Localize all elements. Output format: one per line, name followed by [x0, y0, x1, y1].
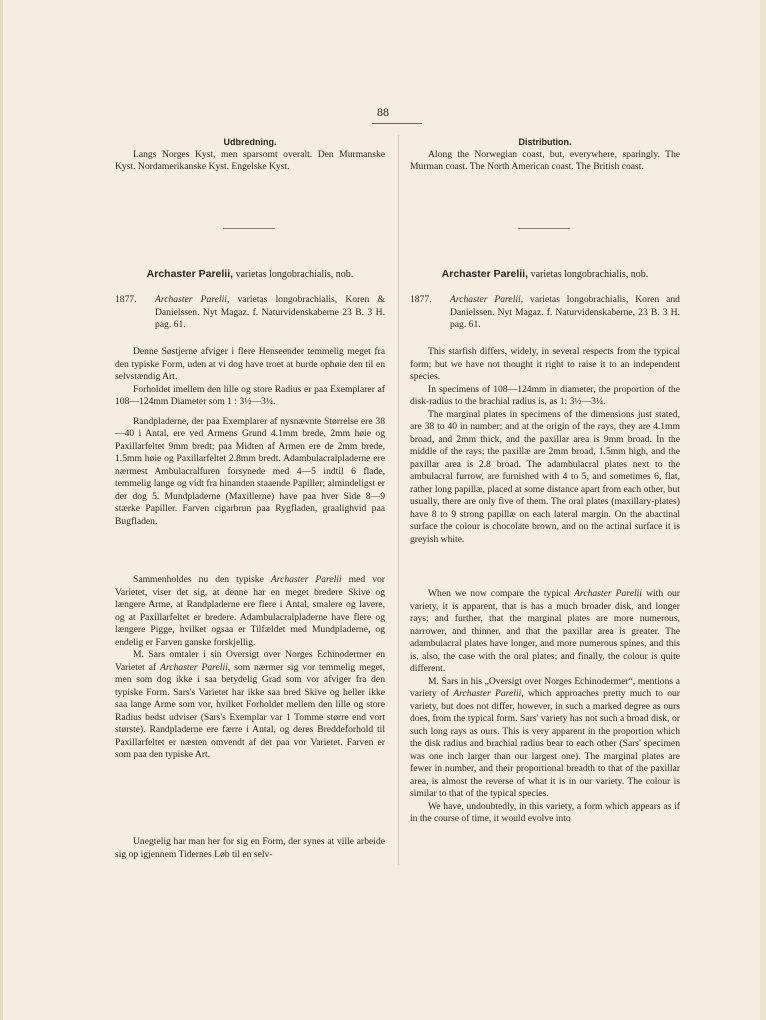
paragraph-text: med vor Varietet, viser det sig, at denne har en meget bredere Skive og længere Arme, at Randpladerne ere flere i Antal, smalere og lavere, og at Paxillarfeltet er bredere. Adambulacralpladerne have flere og længere Pigge, hvilket ogsaa er Tilfældet med Mundpladerne, og endelig er Farven ganske forskjellig. — [115, 574, 385, 648]
description — [410, 346, 680, 546]
reference — [115, 294, 385, 332]
paragraph-text: som nærmer sig vor temmelig meget, men som dog ikke i saa betydelig Grad som vor afviger fra den typiske Form. Sars's Varietet har ikke saa bred Skive og heller ikke saa lange Arme som vor, hvilket Forholdet mellem den lille og store Radius bedst udviser (Sars's Exemplar var 1 Tomme større end vort største). Randpladerne ere færre i Antal, og deres Breddeforhold til Paxillarfeltet er næsten omvendt af det paa vor Varietet. Farven er som paa den typiske Art. — [115, 661, 385, 760]
paragraph-text: Sammenholdes nu den typiske — [133, 574, 264, 585]
distribution-section — [410, 136, 680, 174]
distribution-text: Langs Norges Kyst, men sparsomt overalt. Den Murmanske Kyst. Nordamerikanske Kyst. Engelske Kyst. — [115, 148, 385, 172]
species-heading — [115, 268, 385, 282]
paragraph: This starfish differs, widely, in several respects from the typical form; but we have not thought it right to raise it to an independent species. — [410, 346, 680, 382]
section-rule — [518, 228, 570, 229]
reference-text: varietas longobrachialis, Koren and Danielssen. Nyt Magaz. f. Naturvidenskaberne, 23 B. 3 H. pag. 61. — [450, 294, 680, 330]
paragraph-text: When we now compare the typical — [428, 588, 570, 599]
paragraph: Randpladerne, der paa Exemplarer af nysnævnte Størrelse ere 38—40 i Antal, ere ved Armens Grund 4.1mm brede, 2mm høie og Paxillarfeltet 9mm bredt; paa Midten af Armen ere de 2mm brede, 1.5mm høie og Paxillarfeltet 2.8mm bredt. Adambulacralpladerne ere nærmest Ambulacralfuren forsynede med 4—5 indtil 6 flade, temmelig lange og vidt fra hinanden staaende Papiller; almindeligst er der dog 5. Mundpladerne (Maxillerne) have paa hver Side 8—9 stærke Papiller. Farven cigarbrun paa Rygfladen, graalighvid paa Bugfladen. — [115, 415, 385, 527]
paragraph: Unegtelig har man her for sig en Form, der synes at ville arbeide sig op igjennem Tidernes Løb til en selv- — [115, 836, 385, 860]
distribution-heading: Udbredning. — [223, 137, 277, 147]
species-ref: Archaster Parelii, — [160, 661, 231, 673]
paragraph: Denne Søstjerne afviger i flere Henseender temmelig meget fra den typiske Form, uden at vi dog have troet at burde ophøie den til en selvstændig Art. — [115, 346, 385, 382]
section-rule — [223, 228, 275, 229]
paragraph-text: M. Sars omtaler i sin Oversigt over Norges Echinodermer en Varietet af — [115, 649, 385, 673]
distribution-section — [115, 136, 385, 174]
distribution-text: Along the Norwegian coast, but, everywhere, sparingly. The Murman coast. The North American coast. The British coast. — [410, 148, 680, 172]
paragraph — [115, 574, 385, 649]
species-ref: Archaster Parelii, — [453, 688, 524, 699]
paragraph: The marginal plates in specimens of the dimensions just stated, are 38 to 40 in number; and at the origin of the rays, they are 4.1mm broad, and 2mm thick, and the paxillar area is 9mm broad. In the middle of the rays; the paxillæ are 2mm broad, 1.5mm high, and the paxillar area is 2.8 broad. The adambulacral plates next to the ambulacral furrow, are furnished with 4 to 5, and sometimes 6, flat, rather long papillæ, placed at some distance apart from each other, but usually, there are only five of them. The oral plates (maxillary-plates) have 8 to 9 strong papillæ on each lateral margin. On the abactinal surface the colour is chocolate brown, and on the actinal surface it is greyish white. — [410, 408, 680, 545]
column-divider — [398, 135, 399, 865]
page-number-rule — [372, 123, 422, 124]
species-name: Archaster Parelii, — [441, 268, 529, 280]
reference-text: varietas longobrachialis, Koren & Danielssen. Nyt Magaz. f. Naturvidenskaberne 23 B. 3 H. pag. 61. — [155, 294, 385, 330]
paragraph: Forholdet imellem den lille og store Radius er paa Exemplarer af 108—124mm Diameter som 1 : 3½—3¼. — [115, 383, 385, 407]
paragraph-text: with our variety, it is apparent, that is has a much broader disk, and longer rays; and further, that the marginal plates are more numerous, narrower, and thinner, and that the paxillar area is greater. The adambulacral plates have longer, and more numerous spines, and this is, also, the case with the oral plates; and finally, the colour is quite different. — [410, 588, 681, 674]
description — [115, 346, 385, 528]
paragraph — [410, 588, 680, 676]
paragraph-text: which approaches pretty much to our variety, but does not differ, however, in such a marked degree as ours does, from the typical form. Sars' variety has not such a broad disk, or such long rays as ours. This is very apparent in the proportion which the disk radius and brachial radius bear to each other (Sars' specimen was one inch larger than our largest one). The marginal plates are fewer in number, and their proportional breadth to that of the paxillar area, is almost the reverse of what it is in our variety. The colour is similar to that of the typical species. — [410, 688, 680, 799]
reference-year: 1877. — [115, 294, 137, 305]
species-name: Archaster Parelii, — [146, 268, 234, 280]
species-ref: Archaster Parelii — [574, 588, 642, 599]
species-ref: Archaster Parelii — [270, 574, 342, 585]
species-heading — [410, 268, 680, 282]
closing — [115, 836, 385, 861]
reference — [410, 294, 680, 332]
comparison — [410, 588, 680, 826]
paragraph: We have, undoubtedly, in this variety, a form which appears as if in the course of time, it would evolve into — [410, 800, 680, 824]
distribution-heading: Distribution. — [518, 137, 572, 147]
page-number: 88 — [377, 105, 389, 119]
reference-genus: Archaster Parelii, — [450, 294, 524, 305]
species-variety: varietas longobrachialis, nob. — [530, 269, 649, 280]
paragraph-text: M. Sars in his „Oversigt over Norges Echinodermer“, mentions a variety of — [410, 675, 680, 699]
paragraph — [410, 676, 680, 801]
species-variety: varietas longobrachialis, nob. — [235, 269, 354, 280]
comparison — [115, 574, 385, 762]
paragraph: In specimens of 108—124mm in diameter, the proportion of the disk-radius to the brachial radius is, as 1: 3½—3¼. — [410, 383, 680, 407]
paragraph — [115, 649, 385, 762]
reference-genus: Archaster Parelii, — [155, 294, 230, 305]
reference-year: 1877. — [410, 294, 432, 305]
